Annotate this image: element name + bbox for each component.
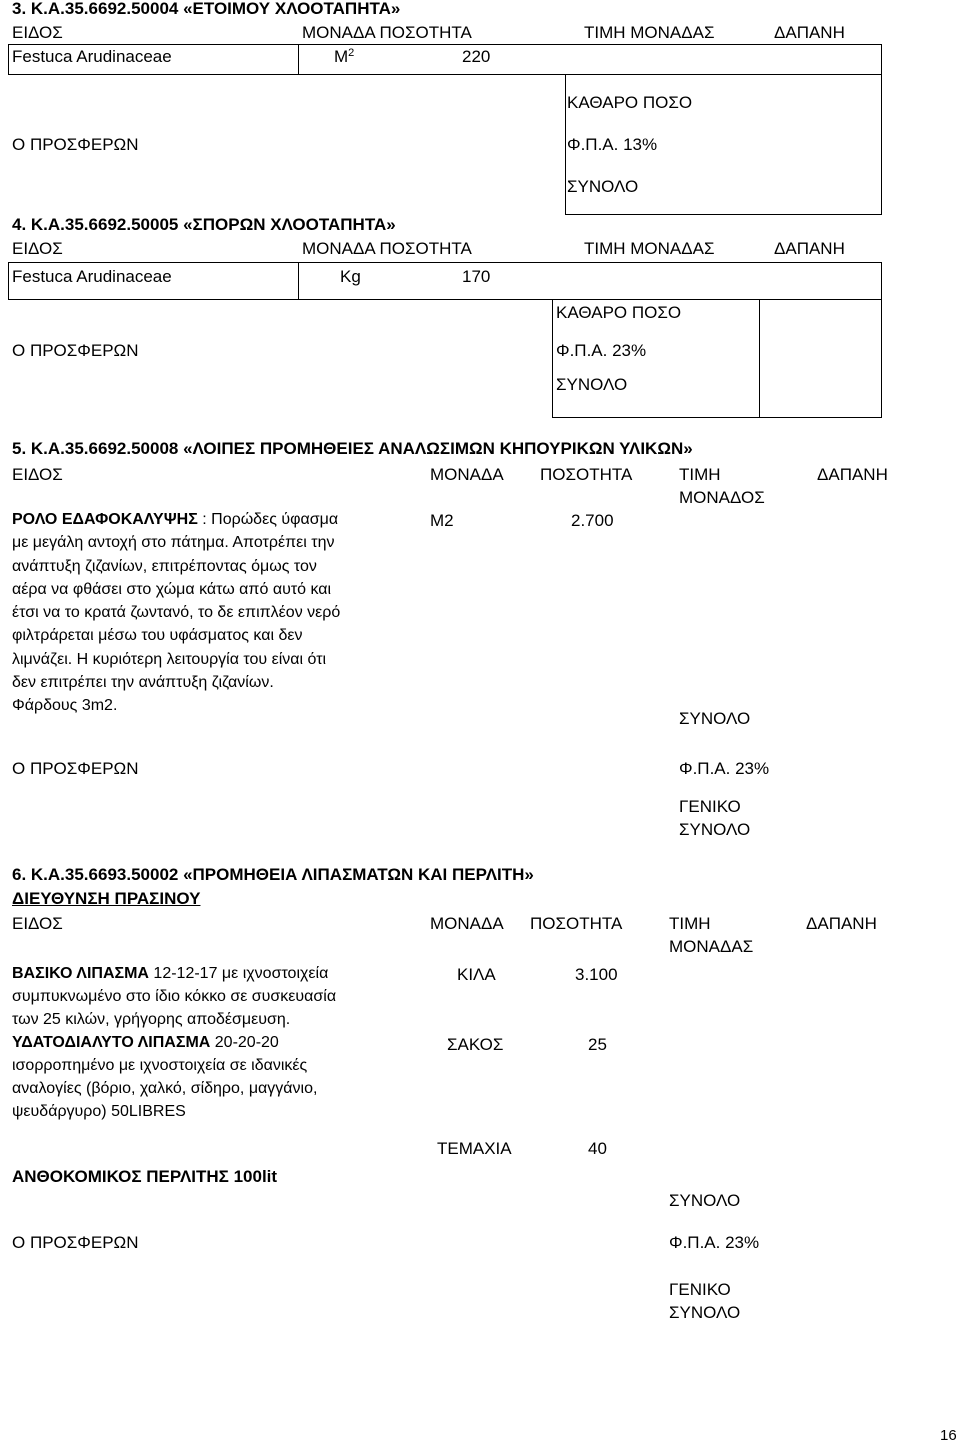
totals-box-rule xyxy=(881,74,882,215)
section-6-subtitle: ΔΙΕΥΘΥΝΣΗ ΠΡΑΣΙΝΟΥ xyxy=(12,889,201,908)
table-rule xyxy=(8,44,9,74)
item-description-line: ισορροπημένο με ιχνοστοιχεία σε ιδανικές xyxy=(12,1057,308,1074)
item-description-line: 12-12-17 με ιχνοστοιχεία xyxy=(148,965,329,982)
item-description-line: Φάρδους 3m2. xyxy=(12,697,118,715)
offeror-label: Ο ΠΡΟΣΦΕΡΩΝ xyxy=(12,1233,139,1252)
column-header-monada-posotita: ΜΟΝΑΔΑ ΠΟΣΟΤΗΤΑ xyxy=(302,239,472,258)
item-description-line: φιλτράρεται μέσω του υφάσματος και δεν xyxy=(12,627,303,645)
section-5-title: 5. Κ.Α.35.6692.50008 «ΛΟΙΠΕΣ ΠΡΟΜΗΘΕΙΕΣ ΑΝΑΛΩΣΙΜΩΝ ΚΗΠΟΥΡΙΚΩΝ ΥΛΙΚΩΝ» xyxy=(12,439,693,458)
column-header-eidos: ΕΙΔΟΣ xyxy=(12,239,63,258)
item-description-line: 20-20-20 xyxy=(210,1034,279,1051)
item-name: ΒΑΣΙΚΟ ΛΙΠΑΣΜΑ xyxy=(12,965,149,982)
column-header-timi: ΤΙΜΗ xyxy=(679,465,721,484)
item-quantity: 25 xyxy=(588,1035,607,1054)
item-description-line: λιμνάζει. Η κυριότερη λειτουργία του είναι ότι xyxy=(12,650,327,668)
column-header-timi: ΤΙΜΗ xyxy=(669,914,711,933)
column-header-eidos: ΕΙΔΟΣ xyxy=(12,914,63,933)
item-description-line: ανάπτυξη ζιζανίων, επιτρέποντας όμως τον xyxy=(12,557,317,575)
item-unit xyxy=(334,48,354,65)
item-unit-base: M xyxy=(334,47,349,66)
item-name: ΡΟΛΟ ΕΔΑΦΟΚΑΛΥΨΗΣ xyxy=(12,511,198,528)
total-label: ΣΥΝΟΛΟ xyxy=(679,709,751,728)
table-rule xyxy=(8,262,882,263)
item-unit-superscript: 2 xyxy=(348,47,355,59)
grand-total-label: ΓΕΝΙΚΟ xyxy=(679,797,741,816)
section-3-title: 3. Κ.Α.35.6692.50004 «ΕΤΟΙΜΟΥ ΧΛΟΟΤΑΠΗΤΑ» xyxy=(12,0,401,18)
vat-label: Φ.Π.Α. 13% xyxy=(567,135,658,154)
column-header-posotita: ΠΟΣΟΤΗΤΑ xyxy=(530,914,623,933)
item-description-line: : Πορώδες ύφασμα xyxy=(197,511,339,528)
item-unit: ΚΙΛΑ xyxy=(457,965,496,984)
item-name: ΥΔΑΤΟΔΙΑΛΥΤΟ ΛΙΠΑΣΜΑ xyxy=(12,1034,211,1051)
item-description-line: αέρα να φθάσει στο χώμα κάτω από αυτό και xyxy=(12,580,332,598)
grand-total-label-2: ΣΥΝΟΛΟ xyxy=(669,1303,741,1322)
column-header-timi-monadas: ΤΙΜΗ ΜΟΝΑΔΑΣ xyxy=(584,23,715,42)
vat-label: Φ.Π.Α. 23% xyxy=(556,341,647,360)
table-rule xyxy=(298,44,299,74)
item-description xyxy=(12,962,336,1031)
column-header-dapani: ΔΑΠΑΝΗ xyxy=(817,465,888,484)
item-quantity: 3.100 xyxy=(575,965,618,984)
offeror-label: Ο ΠΡΟΣΦΕΡΩΝ xyxy=(12,135,139,154)
column-header-posotita: ΠΟΣΟΤΗΤΑ xyxy=(540,465,633,484)
item-quantity: 220 xyxy=(462,47,491,66)
item-description-line: αναλογίες (βόριο, χαλκό, σίδηρο, μαγγάνιο, xyxy=(12,1080,318,1097)
item-description-line: ψευδάργυρο) 50LIBRES xyxy=(12,1103,186,1120)
item-unit: Kg xyxy=(340,267,361,286)
net-amount-label: ΚΑΘΑΡΟ ΠΟΣΟ xyxy=(556,303,682,322)
total-label: ΣΥΝΟΛΟ xyxy=(669,1191,741,1210)
grand-total-label: ΓΕΝΙΚΟ xyxy=(669,1280,731,1299)
totals-box-rule xyxy=(552,417,882,418)
column-header-eidos: ΕΙΔΟΣ xyxy=(12,23,63,42)
vat-label: Φ.Π.Α. 23% xyxy=(669,1233,760,1252)
item-description-line: δεν επιτρέπει την ανάπτυξη ζιζανίων. xyxy=(12,674,274,692)
totals-box-rule xyxy=(552,299,553,417)
item-description xyxy=(12,1031,317,1123)
item-name: ΑΝΘΟΚΟΜΙΚΟΣ ΠΕΡΛΙΤΗΣ 100lit xyxy=(12,1167,278,1186)
vat-label: Φ.Π.Α. 23% xyxy=(679,759,770,778)
section-4-title: 4. Κ.Α.35.6692.50005 «ΣΠΟΡΩΝ ΧΛΟΟΤΑΠΗΤΑ» xyxy=(12,215,396,234)
column-header-timi-monadas: ΤΙΜΗ ΜΟΝΑΔΑΣ xyxy=(584,239,715,258)
table-rule xyxy=(8,74,882,75)
column-header-eidos: ΕΙΔΟΣ xyxy=(12,465,63,484)
page-number: 16 xyxy=(940,1427,957,1444)
total-label: ΣΥΝΟΛΟ xyxy=(556,375,628,394)
item-unit: ΤΕΜΑΧΙΑ xyxy=(437,1139,512,1158)
grand-total-label-2: ΣΥΝΟΛΟ xyxy=(679,820,751,839)
item-quantity: 40 xyxy=(588,1139,607,1158)
item-description-line: συμπυκνωμένο στο ίδιο κόκκο σε συσκευασία xyxy=(12,988,337,1005)
item-name: Festuca Arudinaceae xyxy=(12,267,172,286)
column-header-dapani: ΔΑΠΑΝΗ xyxy=(774,23,845,42)
table-rule xyxy=(881,262,882,299)
item-description-line: των 25 κιλών, γρήγορης αποδέσμευση. xyxy=(12,1011,291,1028)
offeror-label: Ο ΠΡΟΣΦΕΡΩΝ xyxy=(12,759,139,778)
item-quantity: 170 xyxy=(462,267,491,286)
item-unit: ΣΑΚΟΣ xyxy=(447,1035,504,1054)
column-header-monados: ΜΟΝΑΔΟΣ xyxy=(679,488,765,507)
item-name: Festuca Arudinaceae xyxy=(12,47,172,66)
item-description-line: με μεγάλη αντοχή στο πάτημα. Αποτρέπει την xyxy=(12,534,335,552)
totals-box-rule xyxy=(759,299,760,417)
table-rule xyxy=(8,299,882,300)
offeror-label: Ο ΠΡΟΣΦΕΡΩΝ xyxy=(12,341,139,360)
column-header-monada: ΜΟΝΑΔΑ xyxy=(430,465,504,484)
totals-box-rule xyxy=(565,214,882,215)
item-description-line: έτσι να το κρατά ζωντανό, το δε επιπλέον νερό xyxy=(12,604,341,622)
table-rule xyxy=(8,262,9,299)
column-header-monada-posotita: ΜΟΝΑΔΑ ΠΟΣΟΤΗΤΑ xyxy=(302,23,472,42)
totals-box-rule xyxy=(565,74,566,215)
column-header-monada: ΜΟΝΑΔΑ xyxy=(430,914,504,933)
item-unit: Μ2 xyxy=(430,511,454,530)
column-header-dapani: ΔΑΠΑΝΗ xyxy=(806,914,877,933)
section-6-title: 6. Κ.Α.35.6693.50002 «ΠΡΟΜΗΘΕΙΑ ΛΙΠΑΣΜΑΤΩΝ ΚΑΙ ΠΕΡΛΙΤΗ» xyxy=(12,865,534,884)
net-amount-label: ΚΑΘΑΡΟ ΠΟΣΟ xyxy=(567,93,693,112)
table-rule xyxy=(8,44,882,45)
item-quantity: 2.700 xyxy=(571,511,614,530)
totals-box-rule xyxy=(881,299,882,417)
column-header-monadas: ΜΟΝΑΔΑΣ xyxy=(669,937,754,956)
table-rule xyxy=(298,262,299,299)
table-rule xyxy=(881,44,882,74)
column-header-dapani: ΔΑΠΑΝΗ xyxy=(774,239,845,258)
total-label: ΣΥΝΟΛΟ xyxy=(567,177,639,196)
item-description xyxy=(12,508,340,718)
